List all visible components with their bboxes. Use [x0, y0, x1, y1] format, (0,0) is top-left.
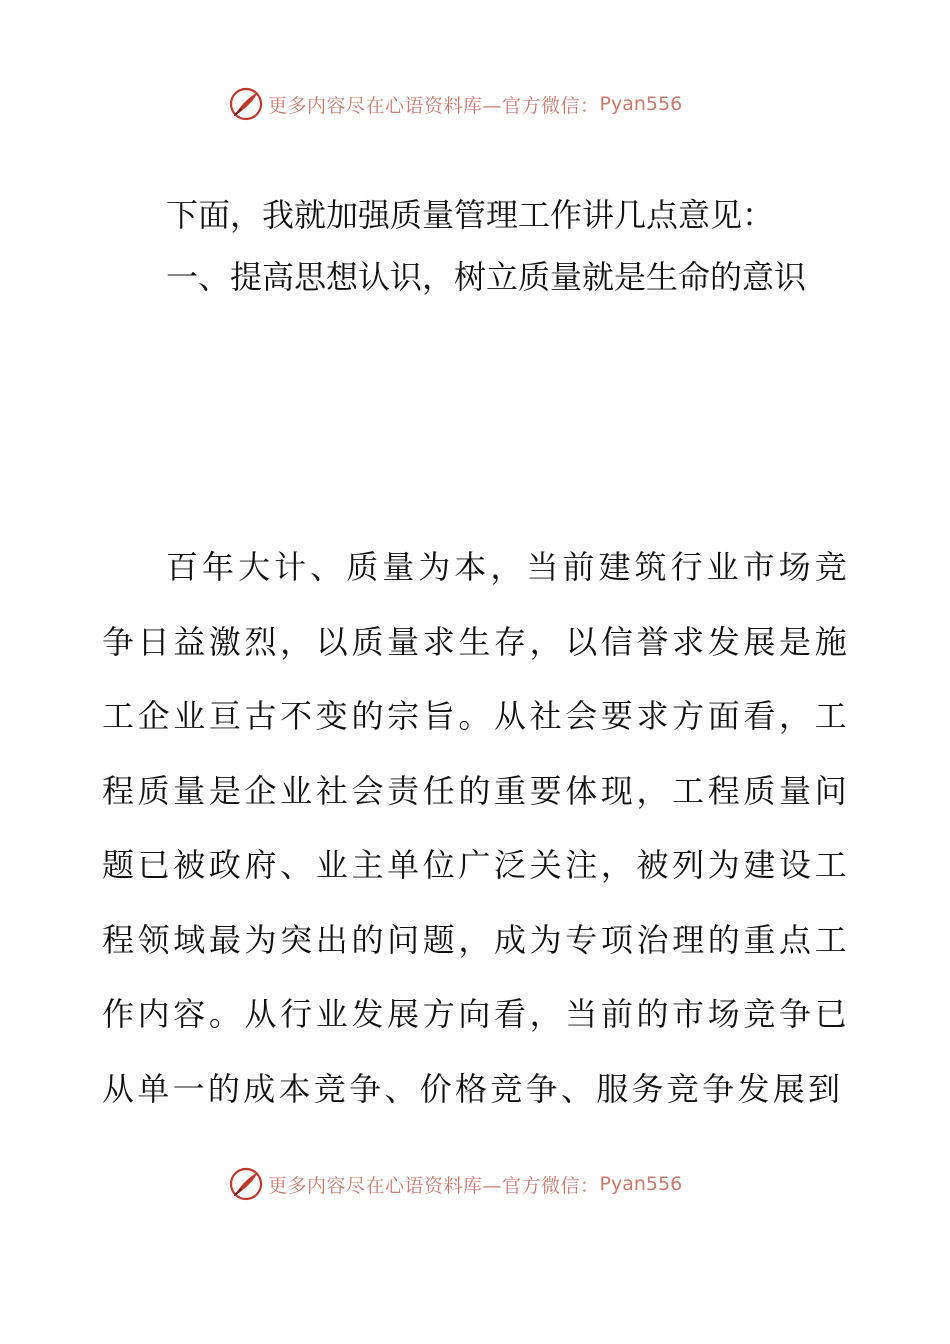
watermark-text: 更多内容尽在心语资料库— — [268, 94, 503, 117]
intro-paragraph: 下面，我就加强质量管理工作讲几点意见： — [166, 196, 775, 234]
section-heading: 一、提高思想认识，树立质量就是生命的意识 — [166, 258, 807, 296]
watermark-wechat-id: Pyan556 — [599, 1173, 683, 1195]
watermark-text: 更多内容尽在心语资料库— — [268, 1174, 503, 1197]
watermark-wechat-label: 官方微信： — [502, 1174, 600, 1197]
quill-logo-icon — [228, 86, 264, 122]
quill-logo-icon — [228, 1166, 264, 1202]
header-watermark — [228, 84, 682, 124]
body-paragraph: 百年大计、质量为本，当前建筑行业市场竞争日益激烈，以质量求生存，以信誉求发展是施工企业亘古不变的宗旨。从社会要求方面看，工程质量是企业社会责任的重要体现，工程质量问题已被政府、业主单位广泛关注，被列为建设工程领域最为突出的问题，成为专项治理的重点工作内容。从行业发展方向看，当前的市场竞争已从单一的成本竞争、价格竞争、服务竞争发展到 — [102, 548, 850, 1108]
watermark-wechat-label: 官方微信： — [502, 94, 600, 117]
watermark-wechat-id: Pyan556 — [599, 93, 683, 115]
footer-watermark — [228, 1164, 682, 1204]
